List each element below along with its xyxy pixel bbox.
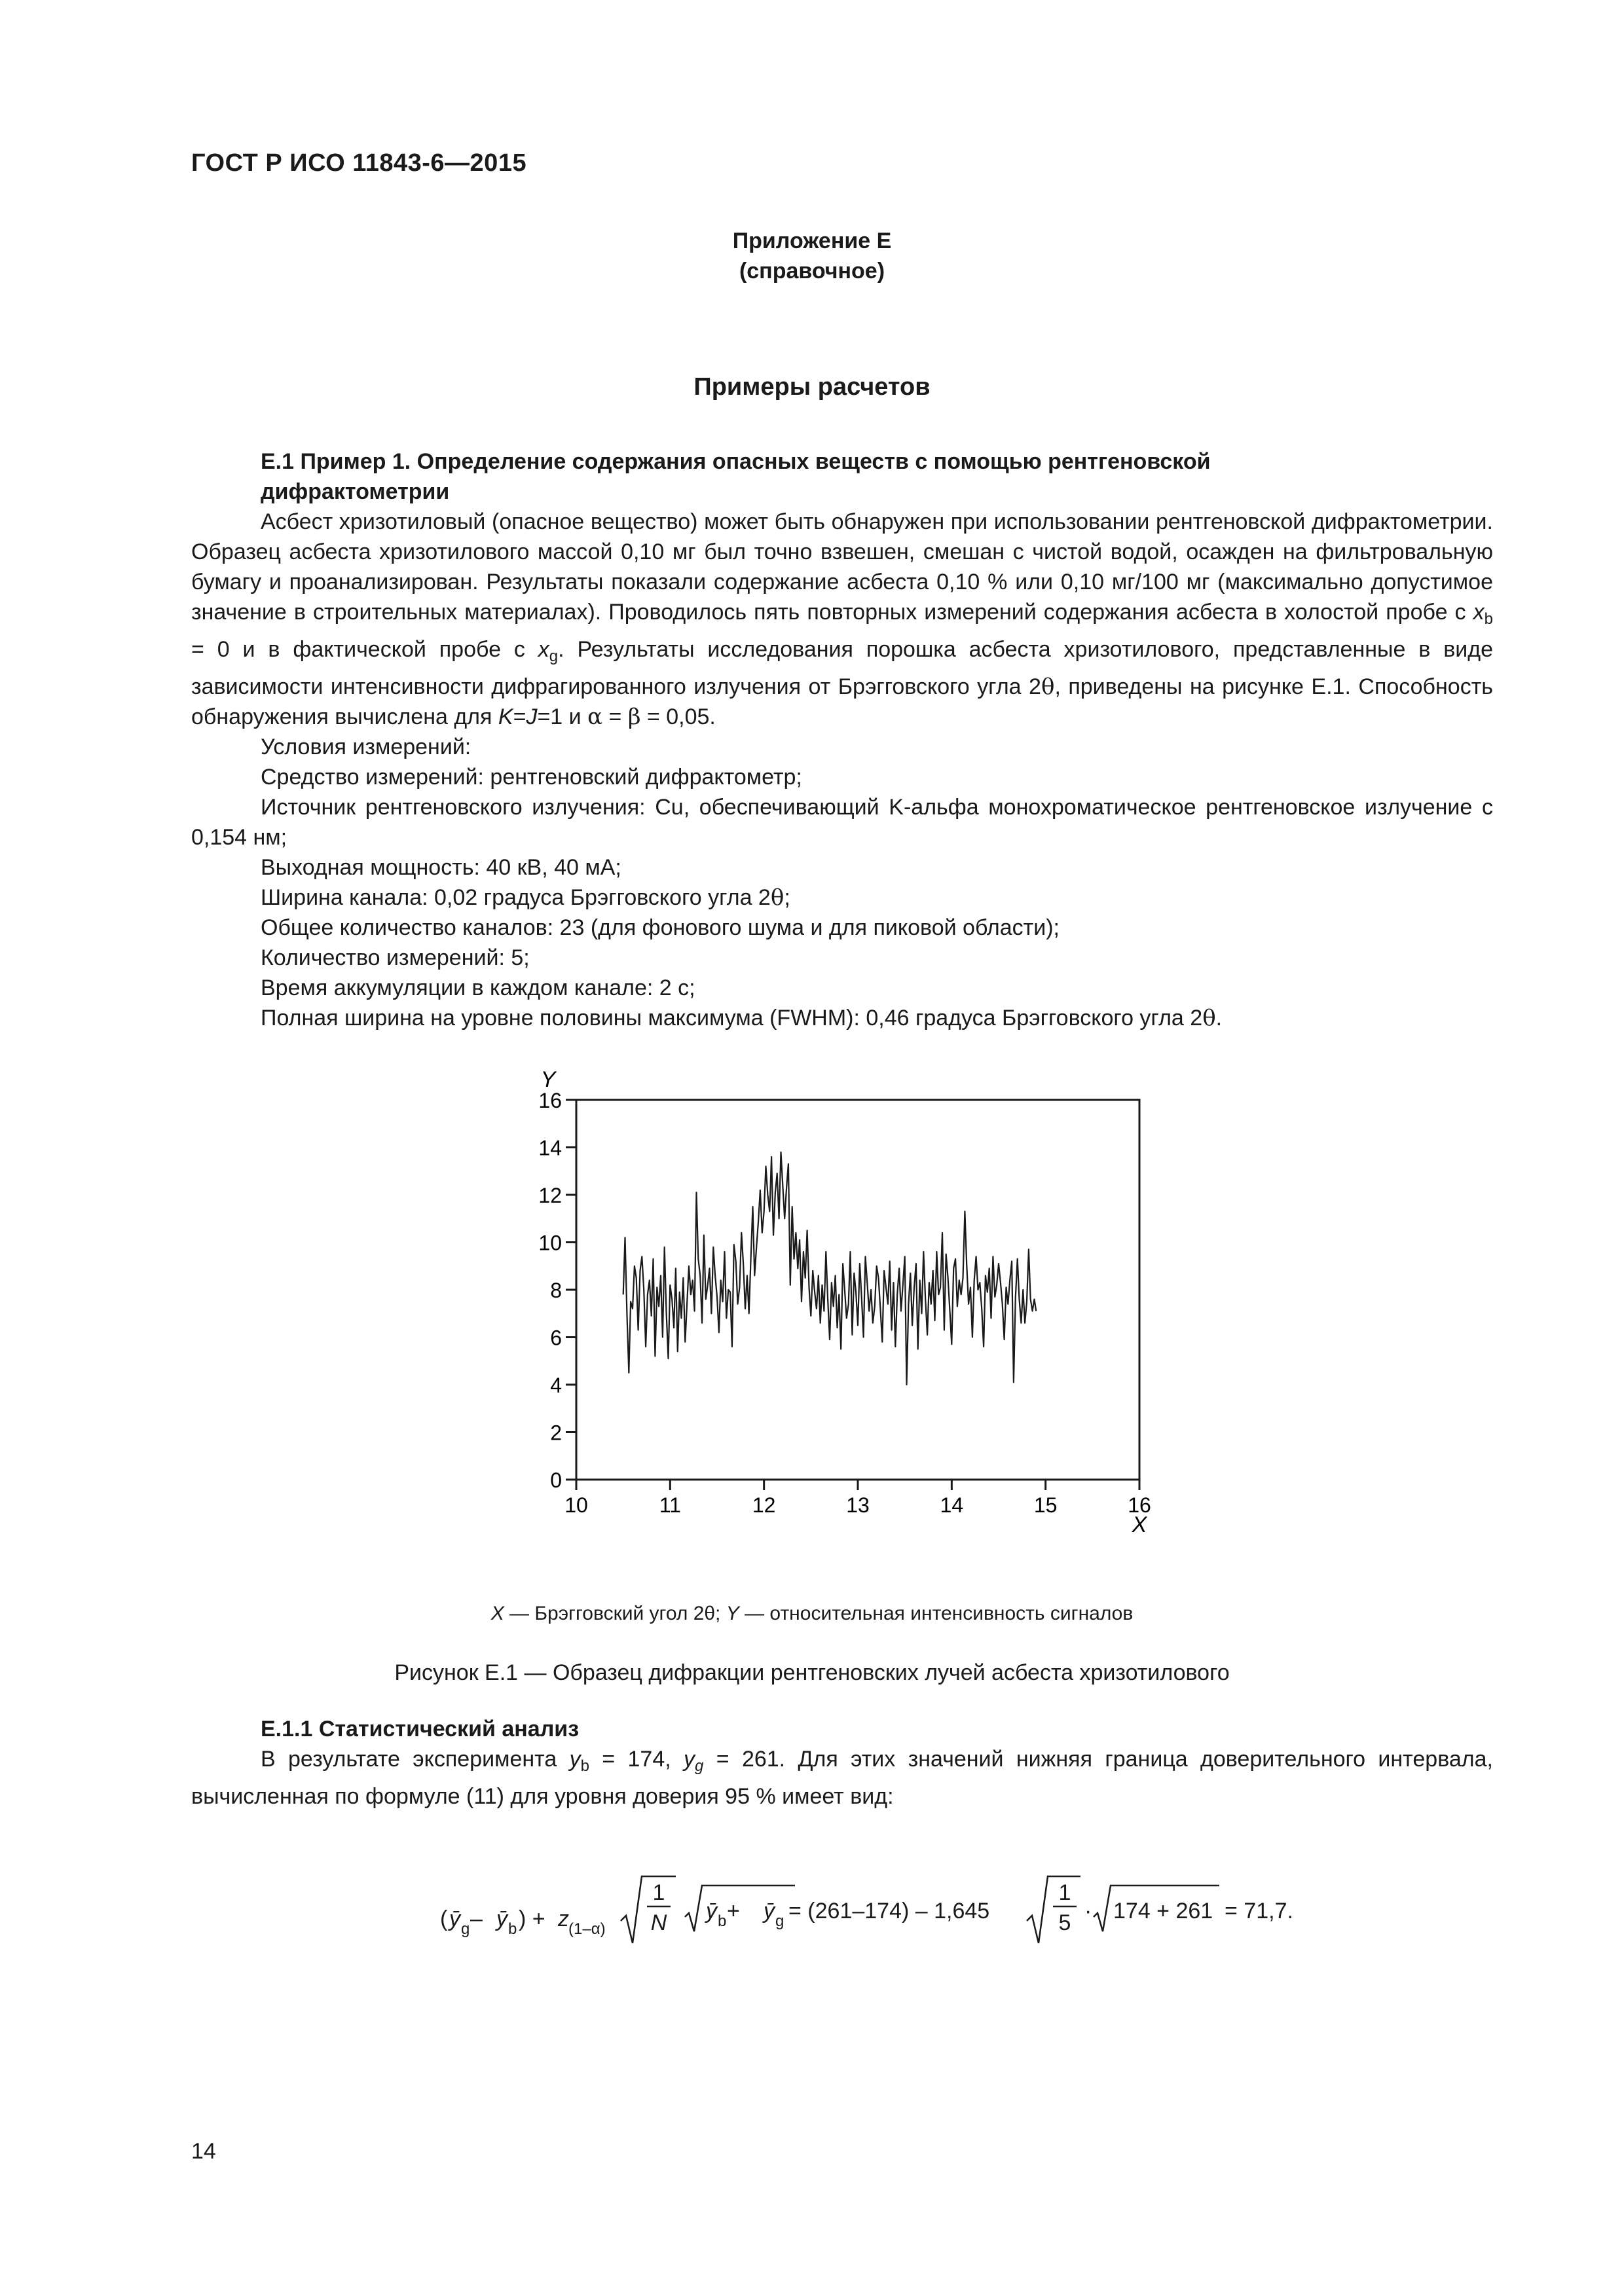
formula-rhs-num: 1	[1058, 1880, 1071, 1905]
y-tick-label: 4	[550, 1374, 562, 1397]
x-tick-label: 12	[752, 1493, 776, 1517]
y-tick-label: 16	[538, 1089, 562, 1112]
section-e11-heading: Е.1.1 Статистический анализ	[261, 1717, 580, 1741]
legend-x-text: — Брэгговский угол 2θ;	[504, 1603, 726, 1624]
figure-caption: Рисунок Е.1 — Образец дифракции рентгеновских лучей асбеста хризотилового	[394, 1660, 1230, 1685]
y-tick-label: 2	[550, 1421, 562, 1445]
section-e11-paragraph	[191, 1744, 1493, 1812]
y-tick-label: 14	[538, 1136, 562, 1160]
var-y: y	[569, 1747, 581, 1772]
beta-symbol: β	[627, 704, 641, 730]
conditions-label: Условия измерений:	[261, 735, 471, 759]
condition-text: Полная ширина на уровне половины максимума (FWHM): 0,46 градуса Брэгговского угла 2	[261, 1006, 1203, 1030]
formula-open-paren: (	[440, 1906, 448, 1931]
y-tick-label: 10	[538, 1231, 562, 1255]
theta-symbol: θ	[770, 884, 784, 911]
appendix-type: (справочное)	[739, 259, 885, 283]
y-axis-label: Y	[540, 1067, 556, 1092]
var-J: J	[526, 704, 538, 729]
legend-x-symbol: X	[490, 1603, 504, 1624]
var-K: K	[498, 704, 513, 729]
formula-result: = 71,7.	[1225, 1899, 1293, 1923]
intensity-series-line	[623, 1152, 1037, 1385]
condition-time: Время аккумуляции в каждом канале: 2 с;	[261, 975, 695, 1000]
condition-channel-width	[191, 883, 1493, 913]
paragraph-text: = 0 и в фактической пробе с	[191, 637, 538, 662]
paragraph-text: = 0,05.	[640, 704, 716, 729]
paragraph-text: Асбест хризотиловый (опасное вещество) может быть обнаружен при использовании рентгеновской дифрактометрии. Образец асбеста хризотилового массой 0,10 мг был точно взвешен, смешан с чистой водой, осажден на фильтровальную бумагу и проанализирован. Результаты показали содержание асбеста 0,10 % или 0,10 мг/100 мг (максимально допустимое значение в строительных материалах). Проводилось пять повторных измерений содержания асбеста в холостой пробе с	[191, 509, 1493, 625]
formula-ybar-b: ȳ	[496, 1906, 507, 1931]
paragraph-text: = 261. Для этих значений нижняя граница доверительного интервала, вычисленная по формуле (11) для уровня доверия 95 % имеет вид:	[191, 1747, 1493, 1809]
var-x: x	[538, 637, 549, 662]
paragraph-text: , приведены на рисунке Е.1. Способность обнаружения вычислена для	[191, 674, 1493, 729]
sub-g: g	[549, 647, 559, 665]
sub-b: b	[580, 1757, 589, 1775]
x-tick-label: 14	[940, 1493, 964, 1517]
page-number: 14	[191, 2139, 216, 2164]
formula-plus: +	[727, 1899, 740, 1923]
sub-b: b	[1484, 610, 1493, 628]
condition-instrument: Средство измерений: рентгеновский дифрактометр;	[261, 765, 802, 790]
formula-dot: ·	[1084, 1899, 1092, 1923]
document-header: ГОСТ Р ИСО 11843-6—2015	[191, 149, 527, 177]
var-y: y	[684, 1747, 695, 1772]
x-axis-label: X	[1132, 1512, 1147, 1537]
formula	[0, 1866, 1624, 1958]
formula-sub-b: b	[508, 1920, 517, 1938]
paragraph-text: =1 и	[537, 704, 588, 729]
condition-power: Выходная мощность: 40 кВ, 40 мА;	[261, 855, 621, 880]
formula-sub-b2: b	[718, 1912, 727, 1930]
x-tick-label: 15	[1033, 1493, 1058, 1517]
diffraction-chart	[511, 1054, 1179, 1552]
section-e1-heading-line2: дифрактометрии	[261, 479, 450, 504]
main-title: Примеры расчетов	[693, 373, 931, 401]
condition-fwhm	[191, 1003, 1493, 1033]
formula-minus: –	[470, 1906, 483, 1931]
formula-close-paren: ) +	[519, 1906, 545, 1931]
paragraph-text: . Результаты исследования порошка асбеста хризотилового, представленные в виде зависимости интенсивности дифрагированного излучения от Брэгговского угла 2	[191, 637, 1493, 699]
legend-y-text: — относительная интенсивность сигналов	[739, 1603, 1134, 1624]
formula-ybar-b2: ȳ	[706, 1899, 717, 1923]
x-tick-label: 10	[564, 1493, 588, 1517]
paragraph-text: В результате эксперимента	[261, 1747, 570, 1772]
x-tick-label: 11	[659, 1493, 681, 1517]
section-e1-paragraph	[191, 507, 1493, 732]
y-tick-label: 6	[550, 1326, 562, 1350]
formula-frac-num: 1	[652, 1880, 665, 1905]
formula-rhs-sqrt-arg: 174 + 261	[1113, 1899, 1213, 1923]
section-e11	[191, 1714, 1493, 1812]
condition-channels: Общее количество каналов: 23 (для фонового шума и для пиковой области);	[261, 915, 1060, 940]
condition-text: Ширина канала: 0,02 градуса Брэгговского угла 2	[261, 885, 771, 910]
paragraph-text: = 174,	[589, 1747, 684, 1772]
theta-symbol: θ	[1041, 674, 1055, 700]
formula-z-sub: (1–α)	[568, 1920, 606, 1938]
sqrt-1-over-5-icon	[1027, 1876, 1080, 1943]
formula-rhs-part: = (261–174) – 1,645	[788, 1899, 990, 1923]
formula-rhs-den: 5	[1058, 1910, 1071, 1935]
y-tick-label: 12	[538, 1184, 562, 1207]
condition-text: .	[1215, 1006, 1223, 1030]
figure-legend	[0, 1603, 1624, 1625]
equals-sign: =	[602, 704, 628, 729]
var-x: x	[1473, 600, 1485, 625]
appendix-title	[0, 226, 1624, 286]
theta-symbol: θ	[1202, 1005, 1216, 1031]
formula-ybar-g: ȳ	[449, 1906, 460, 1931]
y-tick-label: 0	[550, 1468, 562, 1492]
alpha-symbol: α	[587, 704, 603, 730]
legend-y-symbol: Y	[726, 1603, 739, 1624]
formula-z: z	[558, 1906, 569, 1931]
x-tick-label: 13	[846, 1493, 870, 1517]
x-tick-label: 16	[1128, 1493, 1151, 1517]
section-e1-heading	[191, 446, 1493, 507]
formula-frac-den: N	[650, 1910, 667, 1935]
condition-text: ;	[784, 885, 790, 910]
condition-count: Количество измерений: 5;	[261, 945, 530, 970]
formula-ybar-g2: ȳ	[764, 1899, 775, 1923]
formula-sub-g2: g	[775, 1912, 784, 1930]
formula-sub-g: g	[461, 1920, 470, 1938]
appendix-label: Приложение Е	[732, 228, 892, 253]
equals-sign: =	[513, 704, 526, 729]
sub-g: g	[695, 1757, 704, 1775]
sqrt-1-over-n-icon	[621, 1876, 676, 1943]
section-e1	[191, 446, 1493, 1033]
y-tick-label: 8	[550, 1279, 562, 1302]
section-e1-heading-line1: Е.1 Пример 1. Определение содержания опасных веществ с помощью рентгеновской	[261, 449, 1211, 474]
condition-source: Источник рентгеновского излучения: Cu, обеспечивающий K-альфа монохроматическое рентгеновское излучение с 0,154 нм;	[191, 795, 1493, 850]
